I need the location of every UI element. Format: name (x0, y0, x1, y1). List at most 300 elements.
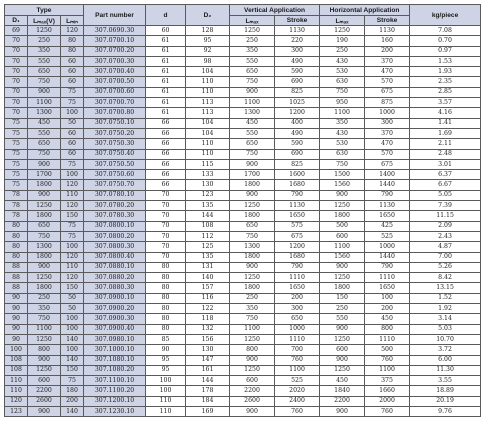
cell-d2: 157 (186, 283, 230, 293)
cell-lmin: 60 (61, 149, 84, 159)
cell-d1: 108 (5, 365, 28, 375)
cell-kg: 13.15 (410, 283, 481, 293)
cell-h-lmax: 750 (320, 87, 365, 97)
header-h-stroke: Stroke (365, 16, 410, 26)
cell-kg: 10.70 (410, 334, 481, 344)
cell-lmax-v: 250 (28, 36, 61, 46)
cell-d1: 80 (5, 242, 28, 252)
cell-lmax-v: 900 (28, 190, 61, 200)
cell-h-stroke: 675 (365, 87, 410, 97)
cell-d: 66 (146, 128, 186, 138)
cell-h-stroke: 875 (365, 98, 410, 108)
cell-h-lmax: 900 (320, 406, 365, 416)
cell-d: 66 (146, 180, 186, 190)
cell-h-stroke: 800 (365, 324, 410, 334)
cell-lmax-v: 550 (28, 56, 61, 66)
cell-lmin: 50 (61, 293, 84, 303)
cell-lmax-v: 450 (28, 118, 61, 128)
cell-d: 70 (146, 190, 186, 200)
cell-v-lmax: 1100 (230, 98, 275, 108)
cell-d: 80 (146, 304, 186, 314)
cell-v-lmax: 550 (230, 56, 275, 66)
cell-v-lmax: 1300 (230, 108, 275, 118)
cell-v-stroke: 1650 (275, 283, 320, 293)
cell-d2: 122 (186, 304, 230, 314)
cell-h-stroke: 1000 (365, 108, 410, 118)
table-row (5, 118, 481, 128)
cell-lmax-v: 800 (28, 345, 61, 355)
cell-v-lmax: 750 (230, 77, 275, 87)
table-row (5, 345, 481, 355)
cell-d2: 104 (186, 128, 230, 138)
cell-d: 95 (146, 365, 186, 375)
cell-d: 80 (146, 273, 186, 283)
cell-h-stroke: 100 (365, 293, 410, 303)
cell-h-stroke: 570 (365, 77, 410, 87)
cell-lmax-v: 750 (28, 77, 61, 87)
cell-part-number: 307.0700.80 (84, 108, 146, 118)
cell-v-lmax: 1800 (230, 283, 275, 293)
cell-kg: 1.52 (410, 293, 481, 303)
cell-d1: 100 (5, 345, 28, 355)
cell-d: 61 (146, 36, 186, 46)
table-row (5, 211, 481, 221)
cell-d1: 90 (5, 314, 28, 324)
cell-v-lmax: 1250 (230, 26, 275, 36)
cell-h-lmax: 530 (320, 67, 365, 77)
cell-d2: 161 (186, 365, 230, 375)
cell-v-lmax: 750 (230, 231, 275, 241)
cell-v-lmax: 2600 (230, 396, 275, 406)
cell-h-lmax: 630 (320, 77, 365, 87)
cell-v-lmax: 350 (230, 304, 275, 314)
cell-v-stroke: 220 (275, 36, 320, 46)
cell-v-stroke: 590 (275, 67, 320, 77)
cell-h-stroke: 370 (365, 56, 410, 66)
cell-h-stroke: 1110 (365, 273, 410, 283)
cell-h-stroke: 200 (365, 46, 410, 56)
table-row (5, 87, 481, 97)
cell-d1: 75 (5, 180, 28, 190)
cell-h-stroke: 2000 (365, 396, 410, 406)
cell-h-lmax: 250 (320, 304, 365, 314)
cell-kg: 7.08 (410, 26, 481, 36)
cell-h-stroke: 450 (365, 314, 410, 324)
cell-d1: 70 (5, 87, 28, 97)
cell-h-stroke: 375 (365, 376, 410, 386)
cell-d: 66 (146, 149, 186, 159)
cell-d1: 108 (5, 355, 28, 365)
cell-d2: 118 (186, 314, 230, 324)
cell-h-lmax: 750 (320, 159, 365, 169)
table-row (5, 406, 481, 416)
cell-kg: 2.35 (410, 77, 481, 87)
cell-v-lmax: 1250 (230, 334, 275, 344)
table-row (5, 231, 481, 241)
cell-lmin: 120 (61, 252, 84, 262)
cell-v-stroke: 490 (275, 128, 320, 138)
cell-kg: 1.41 (410, 118, 481, 128)
cell-part-number: 307.0750.10 (84, 118, 146, 128)
cell-lmin: 60 (61, 128, 84, 138)
cell-lmin: 140 (61, 355, 84, 365)
cell-d: 60 (146, 26, 186, 36)
cell-lmax-v: 2600 (28, 396, 61, 406)
cell-d2: 113 (186, 108, 230, 118)
cell-h-stroke: 1650 (365, 211, 410, 221)
cell-d1: 90 (5, 324, 28, 334)
cell-lmax-v: 1100 (28, 98, 61, 108)
table-row (5, 386, 481, 396)
header-vertical: Vertical Application (230, 5, 320, 16)
cell-v-stroke: 490 (275, 56, 320, 66)
cell-d: 70 (146, 201, 186, 211)
cell-part-number: 307.0900.20 (84, 304, 146, 314)
cell-part-number: 307.1080.10 (84, 355, 146, 365)
cell-d1: 110 (5, 376, 28, 386)
table-row (5, 170, 481, 180)
table-row (5, 293, 481, 303)
cell-lmax-v: 1250 (28, 334, 61, 344)
cell-kg: 6.67 (410, 180, 481, 190)
cell-h-lmax: 1840 (320, 386, 365, 396)
cell-kg: 6.00 (410, 355, 481, 365)
cell-part-number: 307.0800.40 (84, 252, 146, 262)
cell-lmin: 120 (61, 180, 84, 190)
cell-d2: 110 (186, 149, 230, 159)
cell-v-stroke: 2400 (275, 396, 320, 406)
cell-kg: 4.87 (410, 242, 481, 252)
cell-part-number: 307.0900.40 (84, 324, 146, 334)
cell-v-stroke: 1100 (275, 365, 320, 375)
cell-d: 95 (146, 355, 186, 365)
cell-d1: 69 (5, 26, 28, 36)
cell-v-stroke: 1025 (275, 98, 320, 108)
cell-d: 61 (146, 87, 186, 97)
cell-part-number: 307.0700.70 (84, 98, 146, 108)
cell-h-stroke: 790 (365, 262, 410, 272)
cell-d1: 90 (5, 304, 28, 314)
cell-lmax-v: 550 (28, 128, 61, 138)
cell-lmax-v: 250 (28, 293, 61, 303)
cell-lmin: 150 (61, 211, 84, 221)
cell-d2: 184 (186, 396, 230, 406)
cell-d: 85 (146, 334, 186, 344)
cell-h-stroke: 1110 (365, 334, 410, 344)
cell-h-stroke: 1440 (365, 180, 410, 190)
cell-lmin: 80 (61, 36, 84, 46)
cell-h-stroke: 370 (365, 128, 410, 138)
cell-lmin: 140 (61, 334, 84, 344)
cell-d1: 90 (5, 334, 28, 344)
cell-h-lmax: 900 (320, 190, 365, 200)
table-row (5, 242, 481, 252)
table-row (5, 46, 481, 56)
cell-h-stroke: 1100 (365, 365, 410, 375)
cell-lmax-v: 1800 (28, 211, 61, 221)
cell-lmin: 200 (61, 396, 84, 406)
cell-h-stroke: 570 (365, 149, 410, 159)
cell-h-lmax: 1560 (320, 252, 365, 262)
cell-h-lmax: 1250 (320, 334, 365, 344)
cell-kg: 2.43 (410, 231, 481, 241)
cell-part-number: 307.0900.30 (84, 314, 146, 324)
table-row (5, 365, 481, 375)
cell-v-lmax: 900 (230, 406, 275, 416)
cell-lmax-v: 900 (28, 87, 61, 97)
cell-d2: 128 (186, 26, 230, 36)
cell-v-lmax: 900 (230, 262, 275, 272)
cell-d2: 133 (186, 170, 230, 180)
cell-d1: 123 (5, 406, 28, 416)
cell-h-lmax: 1800 (320, 283, 365, 293)
cell-d1: 75 (5, 170, 28, 180)
cell-kg: 1.53 (410, 56, 481, 66)
cell-lmax-v: 1800 (28, 180, 61, 190)
cell-v-stroke: 790 (275, 190, 320, 200)
table-row (5, 355, 481, 365)
header-d1: D₁ (5, 16, 28, 26)
cell-d2: 110 (186, 139, 230, 149)
cell-h-stroke: 760 (365, 406, 410, 416)
cell-kg: 3.72 (410, 345, 481, 355)
cell-kg: 5.03 (410, 324, 481, 334)
cell-lmax-v: 350 (28, 46, 61, 56)
cell-v-lmax: 1250 (230, 201, 275, 211)
table-body (5, 26, 481, 417)
cell-v-lmax: 900 (230, 355, 275, 365)
cell-kg: 20.19 (410, 396, 481, 406)
table-row (5, 139, 481, 149)
cell-lmax-v: 900 (28, 406, 61, 416)
cell-d1: 70 (5, 98, 28, 108)
cell-lmin: 120 (61, 201, 84, 211)
cell-d1: 75 (5, 128, 28, 138)
cell-part-number: 307.0880.10 (84, 262, 146, 272)
cell-part-number: 307.0700.50 (84, 77, 146, 87)
cell-part-number: 307.1080.20 (84, 365, 146, 375)
table-row (5, 273, 481, 283)
table-row (5, 98, 481, 108)
cell-part-number: 307.0750.20 (84, 128, 146, 138)
cell-d: 61 (146, 77, 186, 87)
cell-lmin: 80 (61, 46, 84, 56)
cell-h-lmax: 1560 (320, 180, 365, 190)
cell-h-stroke: 1660 (365, 386, 410, 396)
cell-d2: 140 (186, 273, 230, 283)
cell-lmax-v: 900 (28, 355, 61, 365)
cell-d1: 110 (5, 386, 28, 396)
cell-d2: 147 (186, 355, 230, 365)
cell-v-stroke: 690 (275, 77, 320, 87)
table-row (5, 324, 481, 334)
cell-d: 66 (146, 139, 186, 149)
cell-d: 66 (146, 118, 186, 128)
cell-d: 66 (146, 159, 186, 169)
cell-v-lmax: 650 (230, 221, 275, 231)
cell-lmin: 75 (61, 231, 84, 241)
header-d: d (146, 5, 186, 26)
cell-kg: 5.05 (410, 190, 481, 200)
cell-lmin: 150 (61, 283, 84, 293)
table-row (5, 201, 481, 211)
cell-h-lmax: 1250 (320, 201, 365, 211)
table-row (5, 314, 481, 324)
cell-v-lmax: 250 (230, 36, 275, 46)
cell-kg: 4.16 (410, 108, 481, 118)
cell-v-stroke: 1110 (275, 334, 320, 344)
cell-lmax-v: 750 (28, 231, 61, 241)
cell-d: 61 (146, 108, 186, 118)
cell-h-lmax: 2200 (320, 396, 365, 406)
cell-v-stroke: 525 (275, 376, 320, 386)
cell-v-stroke: 1130 (275, 201, 320, 211)
header-v-lmax: Lₘₐₓ (230, 16, 275, 26)
cell-h-lmax: 630 (320, 149, 365, 159)
cell-lmax-v: 650 (28, 221, 61, 231)
cell-part-number: 307.1200.10 (84, 396, 146, 406)
header-part: Part number (84, 5, 146, 26)
cell-lmax-v: 1100 (28, 324, 61, 334)
cell-v-stroke: 825 (275, 159, 320, 169)
cell-d2: 132 (186, 324, 230, 334)
cell-lmax-v: 1300 (28, 108, 61, 118)
cell-lmin: 100 (61, 314, 84, 324)
cell-d2: 110 (186, 87, 230, 97)
table-header (5, 5, 481, 26)
cell-h-lmax: 1250 (320, 26, 365, 36)
cell-d2: 98 (186, 56, 230, 66)
cell-lmax-v: 1250 (28, 365, 61, 375)
cell-d1: 78 (5, 211, 28, 221)
cell-part-number: 307.0880.30 (84, 283, 146, 293)
cell-part-number: 307.0780.10 (84, 190, 146, 200)
cell-part-number: 307.0700.40 (84, 67, 146, 77)
cell-h-lmax: 190 (320, 36, 365, 46)
cell-v-stroke: 825 (275, 87, 320, 97)
cell-d: 70 (146, 221, 186, 231)
cell-part-number: 307.0750.40 (84, 149, 146, 159)
cell-h-stroke: 470 (365, 139, 410, 149)
cell-lmin: 100 (61, 324, 84, 334)
cell-v-stroke: 650 (275, 314, 320, 324)
header-kg: kg/piece (410, 5, 481, 26)
cell-d1: 88 (5, 273, 28, 283)
cell-h-lmax: 1100 (320, 108, 365, 118)
cell-v-stroke: 675 (275, 231, 320, 241)
table-row (5, 221, 481, 231)
cell-lmax-v: 1250 (28, 273, 61, 283)
cell-v-stroke: 1200 (275, 108, 320, 118)
cell-h-stroke: 1650 (365, 283, 410, 293)
cell-part-number: 307.0800.20 (84, 231, 146, 241)
cell-d: 70 (146, 231, 186, 241)
cell-lmin: 150 (61, 365, 84, 375)
table-row (5, 283, 481, 293)
header-h-lmax: Lₘₐₓ (320, 16, 365, 26)
cell-part-number: 307.0800.30 (84, 242, 146, 252)
cell-lmax-v: 650 (28, 139, 61, 149)
cell-lmax-v: 1800 (28, 283, 61, 293)
cell-lmin: 75 (61, 98, 84, 108)
cell-d2: 135 (186, 252, 230, 262)
cell-d2: 130 (186, 180, 230, 190)
spec-sheet (4, 4, 480, 417)
cell-v-lmax: 1250 (230, 273, 275, 283)
cell-lmax-v: 900 (28, 159, 61, 169)
cell-d2: 130 (186, 345, 230, 355)
cell-lmin: 100 (61, 242, 84, 252)
cell-lmin: 110 (61, 262, 84, 272)
cell-v-stroke: 590 (275, 139, 320, 149)
cell-h-stroke: 470 (365, 67, 410, 77)
cell-d: 100 (146, 376, 186, 386)
cell-kg: 1.93 (410, 67, 481, 77)
cell-lmin: 75 (61, 221, 84, 231)
cell-kg: 0.97 (410, 46, 481, 56)
cell-h-stroke: 200 (365, 304, 410, 314)
cell-h-stroke: 790 (365, 190, 410, 200)
cell-kg: 3.14 (410, 314, 481, 324)
cell-part-number: 307.1230.10 (84, 406, 146, 416)
cell-lmax-v: 1300 (28, 242, 61, 252)
cell-lmin: 140 (61, 406, 84, 416)
cell-h-lmax: 900 (320, 324, 365, 334)
cell-d1: 70 (5, 36, 28, 46)
cell-h-lmax: 250 (320, 46, 365, 56)
cell-lmin: 110 (61, 190, 84, 200)
cell-v-stroke: 1110 (275, 273, 320, 283)
cell-part-number: 307.0750.50 (84, 159, 146, 169)
cell-lmax-v: 750 (28, 149, 61, 159)
cell-kg: 8.42 (410, 273, 481, 283)
cell-d2: 110 (186, 77, 230, 87)
cell-v-stroke: 1130 (275, 26, 320, 36)
cell-d2: 104 (186, 118, 230, 128)
cell-kg: 3.01 (410, 159, 481, 169)
cell-kg: 5.26 (410, 262, 481, 272)
cell-d1: 75 (5, 118, 28, 128)
cell-lmin: 50 (61, 118, 84, 128)
cell-d1: 80 (5, 252, 28, 262)
cell-lmin: 100 (61, 170, 84, 180)
cell-d2: 125 (186, 242, 230, 252)
cell-d2: 156 (186, 334, 230, 344)
cell-part-number: 307.0880.20 (84, 273, 146, 283)
cell-part-number: 307.0700.20 (84, 46, 146, 56)
cell-v-stroke: 400 (275, 118, 320, 128)
cell-lmax-v: 350 (28, 304, 61, 314)
cell-d1: 70 (5, 46, 28, 56)
cell-d2: 113 (186, 98, 230, 108)
cell-v-stroke: 2020 (275, 386, 320, 396)
table-row (5, 252, 481, 262)
cell-v-stroke: 700 (275, 345, 320, 355)
cell-lmin: 75 (61, 376, 84, 386)
cell-v-lmax: 1700 (230, 170, 275, 180)
table-row (5, 67, 481, 77)
cell-v-lmax: 900 (230, 159, 275, 169)
cell-h-lmax: 900 (320, 355, 365, 365)
cell-h-stroke: 1000 (365, 242, 410, 252)
cell-v-stroke: 760 (275, 406, 320, 416)
header-lmin: Lₘᵢₙ (61, 16, 84, 26)
cell-h-lmax: 600 (320, 345, 365, 355)
cell-d1: 70 (5, 77, 28, 87)
cell-d: 110 (146, 406, 186, 416)
cell-d: 90 (146, 345, 186, 355)
cell-d: 80 (146, 283, 186, 293)
